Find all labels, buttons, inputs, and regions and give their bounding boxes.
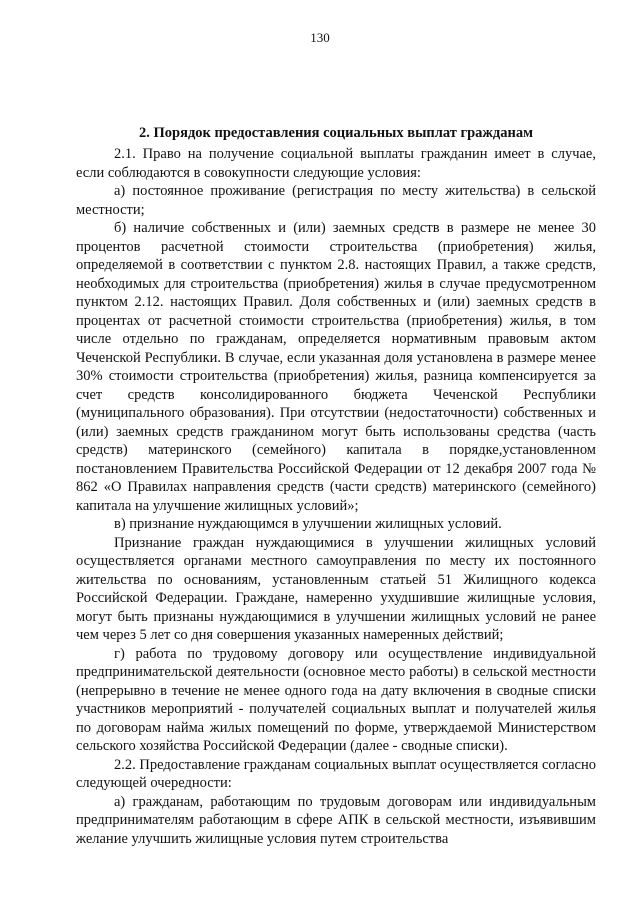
page-number: 130 (310, 30, 330, 45)
paragraph-recognition: Признание граждан нуждающимися в улучшении жилищных условий осуществляется органами местного самоуправления по месту их постоянного жительства по основаниям, установленным статьей 51 Жилищного кодекса Российской Федерации. Граждане, намеренно ухудшившие жилищные условия, могут быть признаны нуждающимися в улучшении жилищных условий не ранее чем через 5 лет со дня совершения указанных намеренных действий; (76, 534, 596, 643)
paragraph-condition-g: г) работа по трудовому договору или осуществление индивидуальной предпринимательской деятельности (основное место работы) в сельской местности (непрерывно в течение не менее одного года на дату включения в сводные списки участников мероприятий - получателей социальных выплат и получателей жилья по договорам найма жилых помещений по форме, утверждаемой Министерством сельского хозяйства Российской Федерации (далее - сводные списки). (76, 645, 596, 754)
paragraph-2-2: 2.2. Предоставление гражданам социальных выплат осуществляется согласно следующей очередности: (76, 756, 596, 791)
section-title: 2. Порядок предоставления социальных выплат гражданам (139, 125, 533, 141)
paragraph-condition-b: б) наличие собственных и (или) заемных средств в размере не менее 30 процентов расчетной стоимости строительства (приобретения) жилья, определяемой в соответствии с пунктом 2.8. настоящих Правил, а также средств, необходимых для строительства (приобретения) жилья в случае предусмотренном пунктом 2.12. настоящих Правил. Доля собственных и (или) заемных средств в процентах от расчетной стоимости строительства (приобретения) жилья, в том числе отдельно по гражданам, определяется нормативным правовым актом Чеченской Республики. В случае, если указанная доля установлена в размере менее 30% стоимости строительства (приобретения) жилья, разница компенсируется за счет средств консолидированного бюджета Чеченской Республики (муниципального образования). При отсутствии (недостаточности) собственных и (или) заемных средств гражданином могут быть использованы средства (часть средств) материнского (семейного) капитала в порядке,установленном постановлением Правительства Российской Федерации от 12 декабря 2007 года № 862 «О Правилах направления средств (части средств) материнского (семейного) капитала на улучшение жилищных условий»; (76, 220, 596, 514)
paragraph-condition-a: а) постоянное проживание (регистрация по месту жительства) в сельской местности; (76, 183, 596, 218)
paragraph-priority-a: а) гражданам, работающим по трудовым договорам или индивидуальным предпринимателям работающим в сфере АПК в сельской местности, изъявившим желание улучшить жилищные условия путем строительства (76, 793, 596, 847)
paragraph-2-1: 2.1. Право на получение социальной выплаты гражданин имеет в случае, если соблюдаются в совокупности следующие условия: (76, 146, 596, 181)
document-body (76, 124, 596, 848)
paragraph-condition-v: в) признание нуждающимся в улучшении жилищных условий. (114, 516, 502, 532)
